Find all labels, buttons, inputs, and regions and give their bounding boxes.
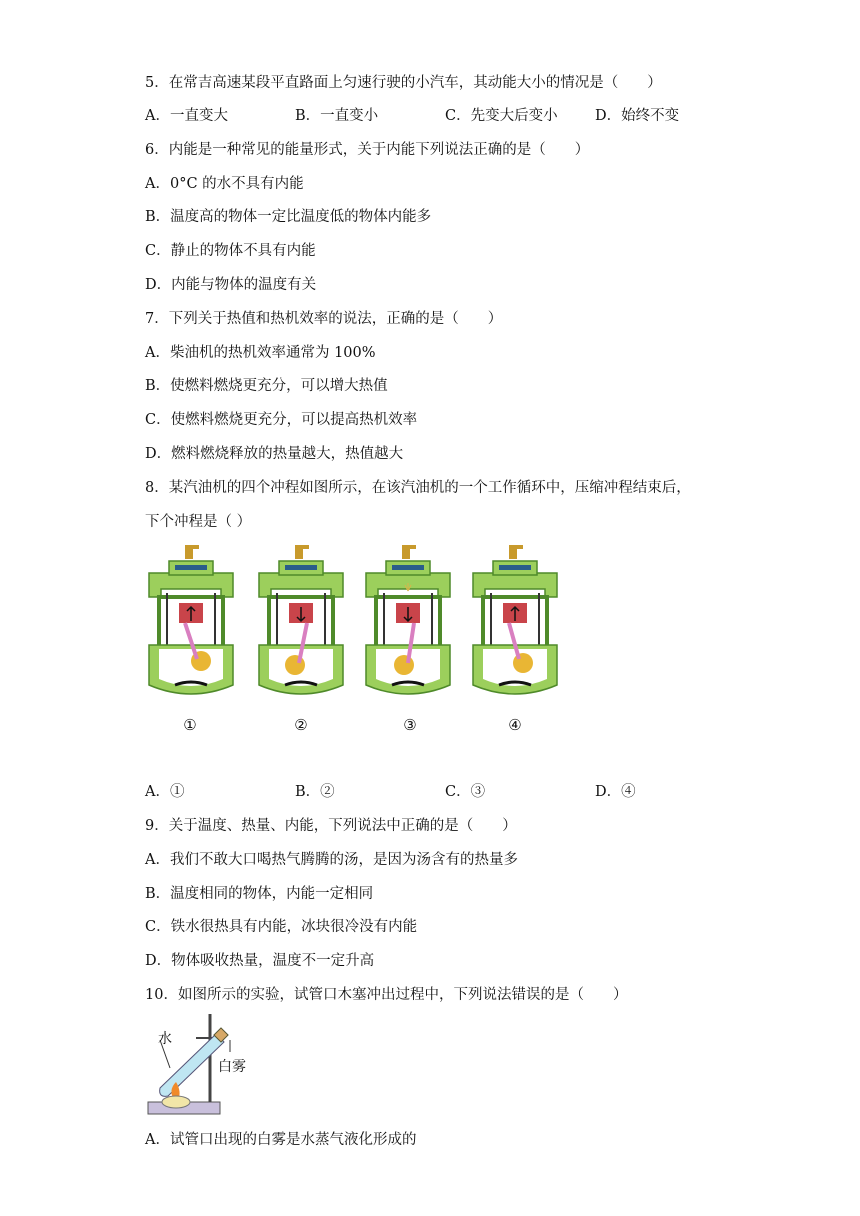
q9-option-b: B．温度相同的物体，内能一定相同 [145, 886, 374, 902]
q8-option-b: B．② [295, 784, 335, 800]
engine-stroke-2-figure [255, 545, 347, 705]
q5-option-b: B．一直变小 [295, 108, 379, 124]
q6-option-a: A．0°C 的水不具有内能 [145, 176, 304, 192]
engine-label-2: ② [294, 716, 308, 734]
q5-option-a: A．一直变大 [145, 108, 228, 124]
q9-option-d: D．物体吸收热量，温度不一定升高 [145, 953, 375, 969]
q10-stem: 10．如图所示的实验，试管口木塞冲出过程中，下列说法错误的是（ ） [145, 987, 628, 1003]
engine-label-4: ④ [508, 716, 522, 734]
q6-option-c: C．静止的物体不具有内能 [145, 243, 316, 259]
q7-option-c: C．使燃料燃烧更充分，可以提高热机效率 [145, 412, 418, 428]
engine-label-1: ① [183, 716, 197, 734]
q7-option-a: A．柴油机的热机效率通常为 100% [145, 345, 376, 361]
q8-option-c: C．③ [445, 784, 486, 800]
q5-stem: 5．在常吉高速某段平直路面上匀速行驶的小汽车，其动能大小的情况是（ ） [145, 75, 662, 91]
q6-option-b: B．温度高的物体一定比温度低的物体内能多 [145, 209, 432, 225]
q10-option-a: A．试管口出现的白雾是水蒸气液化形成的 [145, 1132, 417, 1148]
engine-label-3: ③ [403, 716, 417, 734]
engine-stroke-3-figure [362, 545, 454, 705]
q7-stem: 7．下列关于热值和热机效率的说法，正确的是（ ） [145, 311, 503, 327]
q9-stem: 9．关于温度、热量、内能，下列说法中正确的是（ ） [145, 818, 517, 834]
q8-stem-line1: 8．某汽油机的四个冲程如图所示，在该汽油机的一个工作循环中，压缩冲程结束后， [145, 480, 691, 496]
engine-stroke-1-figure [145, 545, 237, 705]
q7-option-d: D．燃料燃烧释放的热量越大，热值越大 [145, 446, 404, 462]
q9-option-c: C．铁水很热具有内能，冰块很冷没有内能 [145, 919, 418, 935]
q6-option-d: D．内能与物体的温度有关 [145, 277, 317, 293]
q8-option-a: A．① [145, 784, 185, 800]
q8-stem-line2: 下个冲程是（ ） [145, 514, 252, 530]
engine-stroke-4-figure [469, 545, 561, 705]
q8-option-d: D．④ [595, 784, 636, 800]
q7-option-b: B．使燃料燃烧更充分，可以增大热值 [145, 378, 388, 394]
q5-option-c: C．先变大后变小 [445, 108, 558, 124]
white-mist-label: 白雾 [218, 1059, 246, 1075]
water-label: 水 [158, 1031, 172, 1047]
q6-stem: 6．内能是一种常见的能量形式，关于内能下列说法正确的是（ ） [145, 142, 590, 158]
q5-option-d: D．始终不变 [595, 108, 680, 124]
q9-option-a: A．我们不敢大口喝热气腾腾的汤，是因为汤含有的热量多 [145, 852, 518, 868]
